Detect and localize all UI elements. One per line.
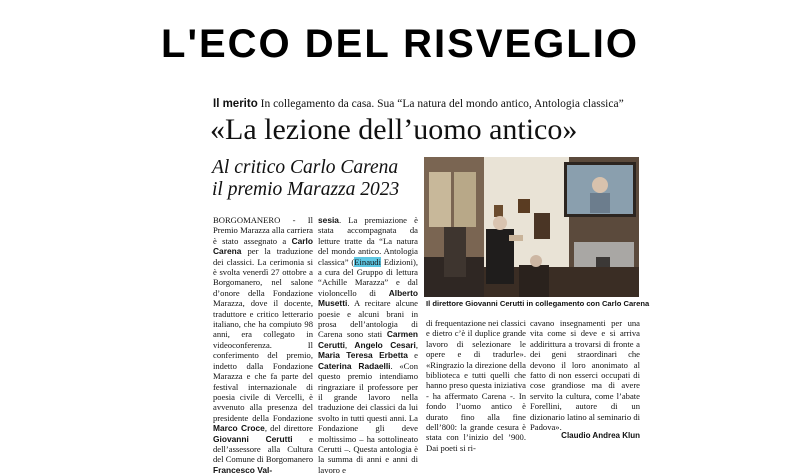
text-run: . «Con questo premio intendiamo ringraziare il professore per il grande lavoro nella traduzione dei classici da lui svolto in tutti questi anni. La Fondazione gli deve moltissimo – ha sottolineato Cerutti –. Questa antologia è la summa di anni e anni di lavoro e — [318, 360, 418, 475]
subhead-line: Al critico Carlo Carena — [212, 157, 399, 178]
text-run: . A recitare alcune poesie e alcuni brani in prosa dell’antologia di Carena sono stati — [318, 298, 418, 340]
article-headline: «La lezione dell’uomo antico» — [210, 113, 578, 146]
article-subhead — [212, 157, 422, 201]
article-column-2 — [318, 215, 418, 475]
bold-name: sesia — [318, 215, 339, 225]
kicker-text: In collegamento da casa. Sua “La natura del mondo antico, Antologia classica” — [260, 98, 624, 110]
text-run: e — [407, 350, 418, 361]
bold-name: Angelo Cesari — [354, 339, 416, 350]
author-signature: Claudio Andrea Klun — [561, 431, 640, 440]
bold-name: Caterina Radaelli — [318, 360, 391, 371]
article-column-4 — [530, 318, 640, 432]
bold-name: Francesco Val- — [213, 464, 273, 475]
text-run: Edizioni), a cura del Gruppo di lettura “Achille Marazza” e dal violoncello di — [318, 256, 418, 298]
text-run: e dell’assessore alla Cultura del Comune di Borgomanero — [213, 433, 313, 465]
bold-name: Giovanni Cerutti — [213, 433, 293, 444]
text-run: BORGOMANERO - Il Premio Marazza alla carriera è stato assegnato a — [213, 215, 313, 246]
bold-name: Marco Croce — [213, 423, 265, 434]
text-run: . La premiazione è stata accompagnata da letture tratte da “La natura del mondo antico. Antologia classica” ( — [318, 215, 418, 267]
bold-name: Carmen Cerutti — [318, 329, 418, 350]
text-run: di frequentazione nei classici e dietro c’è il duplice grande lavoro di selezionare le opere e di tradurle». «Ringrazio la direzione della biblioteca e tutti quelli che hanno preso questa iniziativa - ha affermato Carena -. In fondo l’uomo antico è durato fino alla fine dell’800: la grande cesura è stata con l’inizio del ’900. Dai poeti si ri- — [426, 318, 526, 453]
kicker-label: Il merito — [213, 98, 258, 110]
article-column-3 — [426, 318, 526, 453]
photo-caption: Il direttore Giovanni Cerutti in collegamento con Carlo Carena — [426, 299, 650, 308]
text-run: , — [345, 339, 355, 350]
article-kicker — [213, 98, 633, 110]
highlighted-text: Einaudi — [354, 256, 381, 267]
text-run: cavano insegnamenti per una vita come si deve e si arriva addirittura a trovarsi di fronte a dei geni straordinari che devono il loro anonimato al fatto di non esserci occupati di cose grandiose ma di avere servito la cultura, come l’abate Forellini, autore di un dizionario latino al seminario di Padova». — [530, 318, 640, 433]
bold-name: Alberto Musetti — [318, 287, 418, 309]
text-run: , del direttore — [264, 423, 314, 434]
subhead-line: il premio Marazza 2023 — [212, 179, 400, 200]
text-run: , — [415, 339, 418, 350]
bold-name: Carlo Carena — [213, 235, 313, 257]
article-column-1 — [213, 215, 313, 475]
text-run: per la traduzione dei classici. La cerimonia si è svolta venerdì 27 ottobre a Borgomanero, nel salone d’onore della Fondazione Marazza, dove il docente, traduttore e critico letterario italiano, che ha compiuto 98 anni, era collegato in videoconferenza. Il conferimento del premio, indetto dalla Fondazione Marazza e che fa parte del festival internazionale di poesia civile di Vercelli, è avvenuto alla presenza del presidente della Fondazione — [213, 246, 313, 423]
photo-illustration — [424, 157, 639, 297]
article-photo — [424, 157, 639, 297]
bold-name: Maria Teresa Erbetta — [318, 350, 408, 361]
newspaper-masthead: L'ECO DEL RISVEGLIO — [161, 22, 639, 66]
